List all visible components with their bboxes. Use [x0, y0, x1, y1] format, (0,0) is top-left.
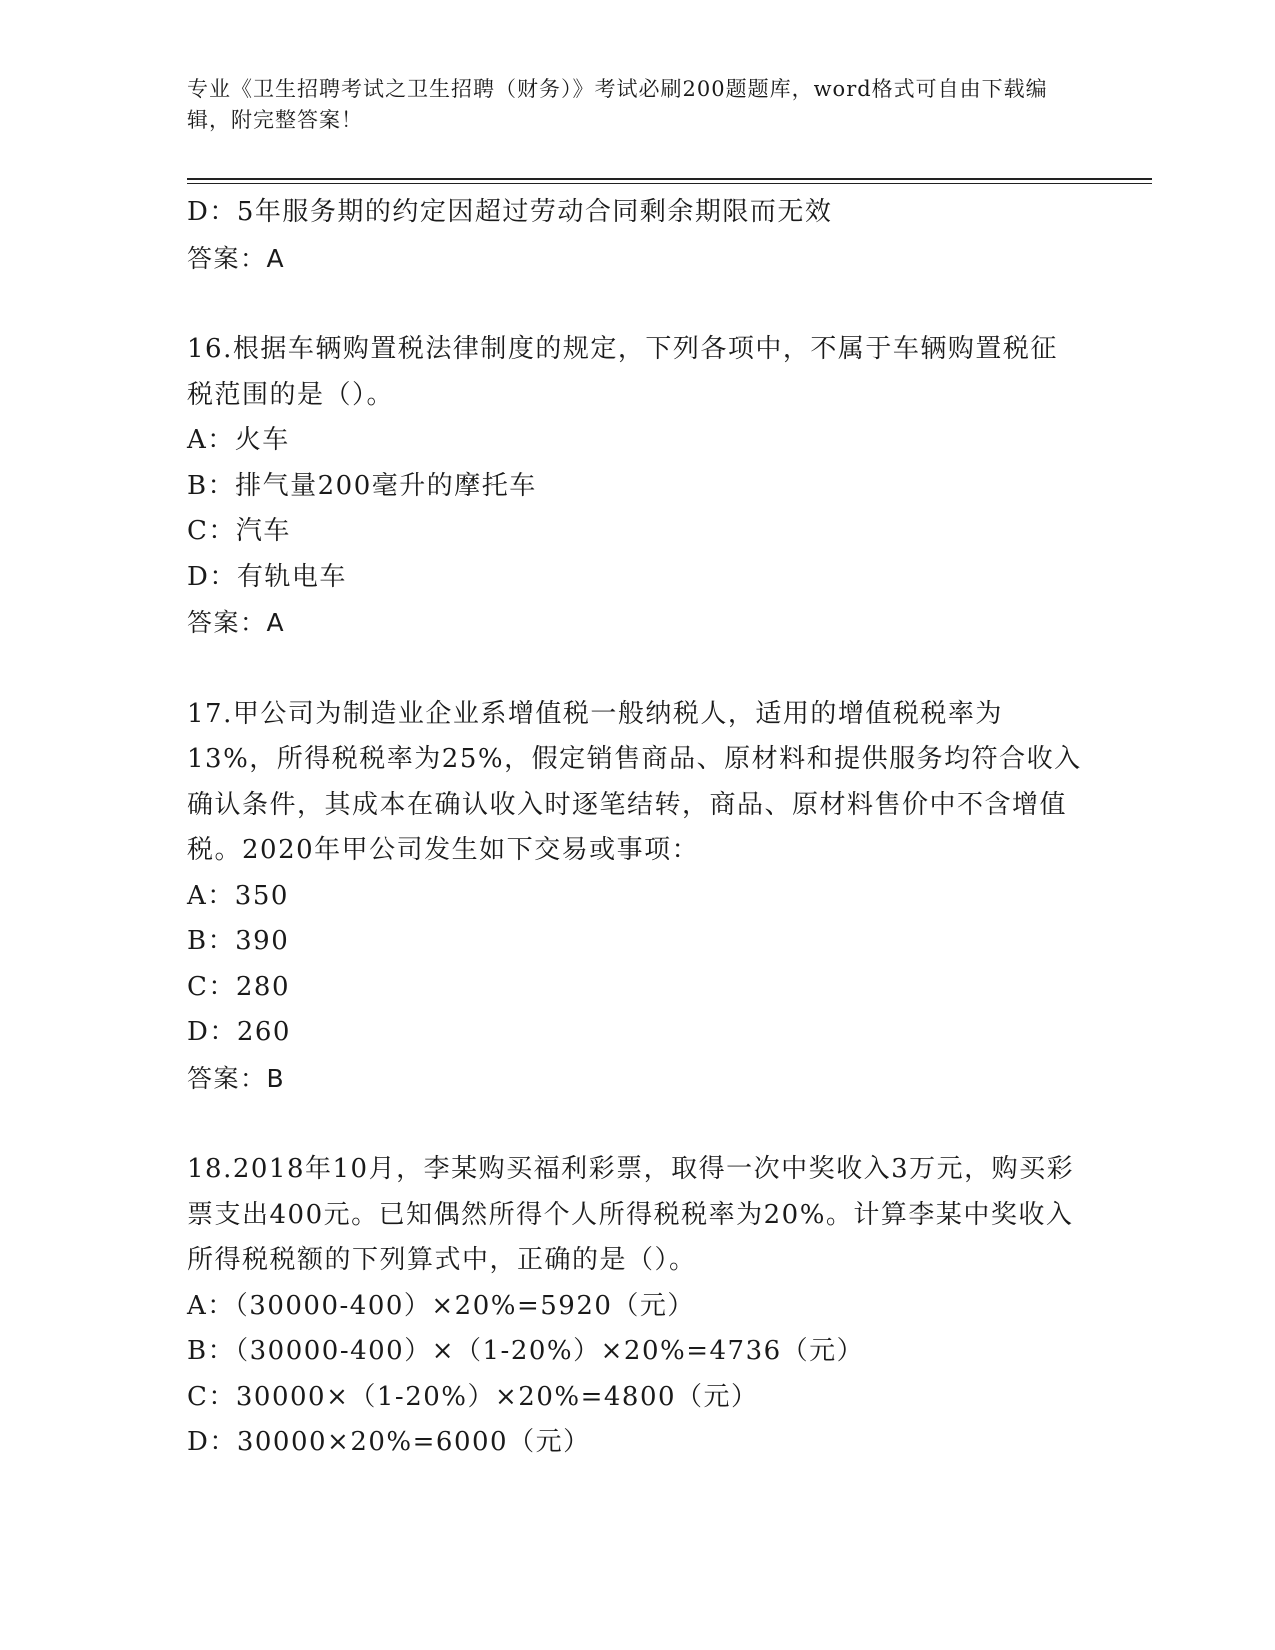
document-header: 专业《卫生招聘考试之卫生招聘（财务）》考试必刷200题题库，word格式可自由下载编辑，附完整答案！ — [187, 77, 1048, 132]
header-rule-thick — [187, 178, 1152, 180]
question-18-stem: 18.2018年10月，李某购买福利彩票，取得一次中奖收入3万元，购买彩票支出400元。已知偶然所得个人所得税税率为20%。计算李某中奖收入所得税税额的下列算式中，正确的是（）。 — [187, 1154, 1075, 1275]
question-18-option-c: C：30000×（1-20%）×20%=4800（元） — [187, 1381, 759, 1412]
question-17-stem: 17.甲公司为制造业企业系增值税一般纳税人，适用的增值税税率为13%，所得税税率为25%，假定销售商品、原材料和提供服务均符合收入确认条件，其成本在确认收入时逐笔结转，商品、原材料售价中不含增值税。2020年甲公司发生如下交易或事项： — [187, 698, 1082, 865]
question-16-option-b: B：排气量200毫升的摩托车 — [187, 470, 537, 501]
prev-answer: 答案：A — [187, 243, 286, 273]
header-rule-thin — [187, 183, 1152, 184]
question-17-option-d: D：260 — [187, 1017, 291, 1047]
question-16-option-d: D：有轨电车 — [187, 561, 347, 592]
question-16-stem: 16.根据车辆购置税法律制度的规定，下列各项中，不属于车辆购置税征税范围的是（）。 — [187, 334, 1058, 410]
question-content — [187, 190, 1087, 1466]
question-16-answer: 答案：A — [187, 608, 286, 637]
question-17-option-b: B：390 — [187, 926, 290, 956]
spacer — [187, 646, 1087, 692]
prev-option-d: D：5年服务期的约定因超过劳动合同剩余期限而无效 — [187, 197, 833, 227]
question-16 — [187, 327, 1087, 646]
question-16-option-c: C：汽车 — [187, 516, 291, 546]
question-18-option-a: A：（30000-400）×20%=5920（元） — [187, 1290, 695, 1321]
question-17-option-c: C：280 — [187, 971, 291, 1002]
question-18 — [187, 1147, 1087, 1466]
spacer — [187, 281, 1087, 327]
spacer — [187, 1101, 1087, 1147]
question-17 — [187, 692, 1087, 1102]
question-18-option-d: D：30000×20%=6000（元） — [187, 1427, 591, 1457]
question-18-option-b: B：（30000-400）×（1-20%）×20%=4736（元） — [187, 1336, 865, 1366]
question-17-option-a: A：350 — [187, 880, 289, 911]
question-17-answer: 答案：B — [187, 1063, 286, 1093]
question-16-option-a: A：火车 — [187, 425, 290, 455]
